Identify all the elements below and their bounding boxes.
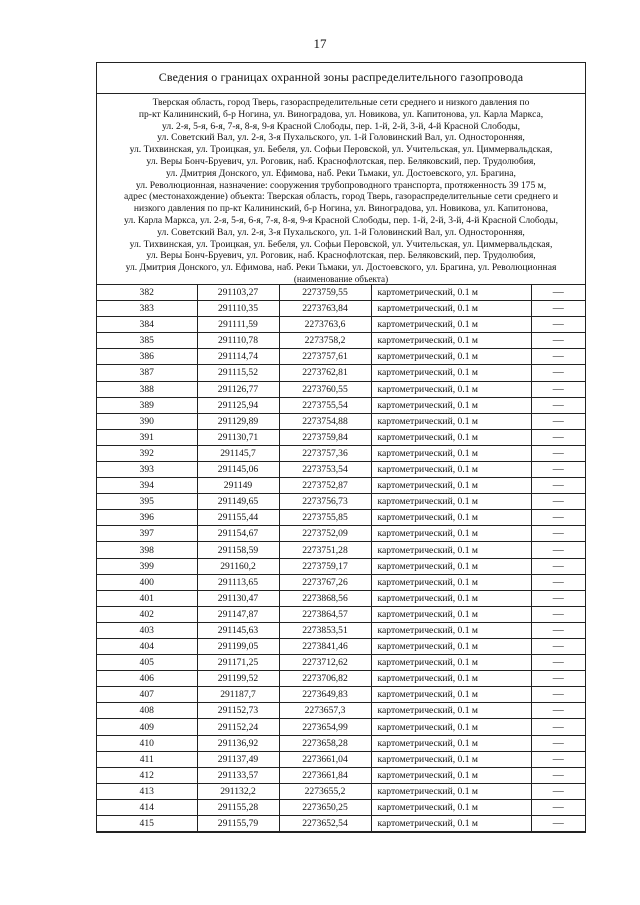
accuracy-dash-cell: —	[531, 622, 585, 638]
method-cell: картометрический, 0.1 м	[371, 590, 531, 606]
table-row	[97, 381, 585, 397]
method-cell: картометрический, 0.1 м	[371, 622, 531, 638]
y-coordinate-cell: 2273762,81	[279, 365, 371, 381]
description-line: ул. Тихвинская, ул. Троицкая, ул. Бебеля, ул. Софьи Перовской, ул. Учительская, ул. Циммервальдская,	[129, 144, 553, 156]
accuracy-dash-cell: —	[531, 413, 585, 429]
y-coordinate-cell: 2273652,54	[279, 816, 371, 832]
description-line: адрес (местонахождение) объекта: Тверская область, город Тверь, газораспределительные сети среднего и	[124, 191, 558, 203]
x-coordinate-cell: 291136,92	[197, 735, 279, 751]
method-cell: картометрический, 0.1 м	[371, 783, 531, 799]
accuracy-dash-cell: —	[531, 333, 585, 349]
table-row	[97, 574, 585, 590]
table-row	[97, 703, 585, 719]
accuracy-dash-cell: —	[531, 655, 585, 671]
table-row	[97, 301, 585, 317]
table-row	[97, 622, 585, 638]
method-cell: картометрический, 0.1 м	[371, 687, 531, 703]
method-cell: картометрический, 0.1 м	[371, 542, 531, 558]
accuracy-dash-cell: —	[531, 365, 585, 381]
y-coordinate-cell: 2273864,57	[279, 606, 371, 622]
y-coordinate-cell: 2273759,55	[279, 285, 371, 301]
table-row	[97, 542, 585, 558]
y-coordinate-cell: 2273751,28	[279, 542, 371, 558]
point-number-cell: 411	[97, 751, 197, 767]
point-number-cell: 382	[97, 285, 197, 301]
method-cell: картометрический, 0.1 м	[371, 526, 531, 542]
y-coordinate-cell: 2273657,3	[279, 703, 371, 719]
table-row	[97, 735, 585, 751]
x-coordinate-cell: 291126,77	[197, 381, 279, 397]
table-row	[97, 655, 585, 671]
method-cell: картометрический, 0.1 м	[371, 365, 531, 381]
y-coordinate-cell: 2273755,54	[279, 397, 371, 413]
point-number-cell: 412	[97, 767, 197, 783]
y-coordinate-cell: 2273654,99	[279, 719, 371, 735]
method-cell: картометрический, 0.1 м	[371, 816, 531, 832]
method-cell: картометрический, 0.1 м	[371, 574, 531, 590]
point-number-cell: 395	[97, 494, 197, 510]
table-row	[97, 349, 585, 365]
accuracy-dash-cell: —	[531, 751, 585, 767]
table-row	[97, 429, 585, 445]
y-coordinate-cell: 2273712,62	[279, 655, 371, 671]
method-cell: картометрический, 0.1 м	[371, 349, 531, 365]
table-row	[97, 639, 585, 655]
object-description	[97, 94, 585, 285]
method-cell: картометрический, 0.1 м	[371, 333, 531, 349]
x-coordinate-cell: 291110,35	[197, 301, 279, 317]
method-cell: картометрический, 0.1 м	[371, 655, 531, 671]
method-cell: картометрический, 0.1 м	[371, 719, 531, 735]
description-line: ул. Дмитрия Донского, ул. Ефимова, наб. Реки Тьмаки, ул. Достоевского, ул. Брагина,	[166, 167, 516, 179]
method-cell: картометрический, 0.1 м	[371, 767, 531, 783]
description-line: ул. Карла Маркса, ул. 2-я, 5-я, 6-я, 7-я, 8-я, 9-я Красной Слободы, пер. 1-й, 2-й, 3-й, 4-й Красной Слободы,	[123, 214, 559, 226]
x-coordinate-cell: 291132,2	[197, 783, 279, 799]
x-coordinate-cell: 291133,57	[197, 767, 279, 783]
method-cell: картометрический, 0.1 м	[371, 606, 531, 622]
accuracy-dash-cell: —	[531, 349, 585, 365]
point-number-cell: 384	[97, 317, 197, 333]
y-coordinate-cell: 2273752,09	[279, 526, 371, 542]
table-row	[97, 445, 585, 461]
accuracy-dash-cell: —	[531, 526, 585, 542]
accuracy-dash-cell: —	[531, 478, 585, 494]
point-number-cell: 405	[97, 655, 197, 671]
y-coordinate-cell: 2273760,55	[279, 381, 371, 397]
x-coordinate-cell: 291129,89	[197, 413, 279, 429]
accuracy-dash-cell: —	[531, 799, 585, 815]
method-cell: картометрический, 0.1 м	[371, 799, 531, 815]
table-row	[97, 478, 585, 494]
accuracy-dash-cell: —	[531, 639, 585, 655]
y-coordinate-cell: 2273759,17	[279, 558, 371, 574]
x-coordinate-cell: 291152,24	[197, 719, 279, 735]
description-line: ул. Дмитрия Донского, ул. Ефимова, наб. Реки Тьмаки, ул. Достоевского, ул. Брагина, ул. Революционная	[125, 262, 557, 274]
x-coordinate-cell: 291199,05	[197, 639, 279, 655]
x-coordinate-cell: 291199,52	[197, 671, 279, 687]
y-coordinate-cell: 2273649,83	[279, 687, 371, 703]
method-cell: картометрический, 0.1 м	[371, 751, 531, 767]
point-number-cell: 385	[97, 333, 197, 349]
table-row	[97, 285, 585, 301]
method-cell: картометрический, 0.1 м	[371, 461, 531, 477]
accuracy-dash-cell: —	[531, 542, 585, 558]
accuracy-dash-cell: —	[531, 397, 585, 413]
table-row	[97, 413, 585, 429]
x-coordinate-cell: 291145,7	[197, 445, 279, 461]
y-coordinate-cell: 2273767,26	[279, 574, 371, 590]
accuracy-dash-cell: —	[531, 494, 585, 510]
table-row	[97, 333, 585, 349]
accuracy-dash-cell: —	[531, 783, 585, 799]
description-line: пр-кт Калининский, б-р Ногина, ул. Виноградова, ул. Новикова, ул. Капитонова, ул. Карла Маркса,	[138, 108, 544, 120]
method-cell: картометрический, 0.1 м	[371, 639, 531, 655]
accuracy-dash-cell: —	[531, 445, 585, 461]
document-title: Сведения о границах охранной зоны распределительного газопровода	[97, 63, 585, 94]
point-number-cell: 406	[97, 671, 197, 687]
description-line: ул. Веры Бонч-Бруевич, ул. Роговик, наб. Краснофлотская, пер. Беляковский, пер. Трудолюбия,	[146, 250, 536, 262]
x-coordinate-cell: 291152,73	[197, 703, 279, 719]
x-coordinate-cell: 291155,28	[197, 799, 279, 815]
accuracy-dash-cell: —	[531, 510, 585, 526]
object-name-caption: (наименование объекта)	[293, 273, 389, 284]
description-line: ул. Советский Вал, ул. 2-я, 3-я Пухальского, ул. 1-й Головинский Вал, ул. Односторонняя,	[157, 132, 525, 144]
y-coordinate-cell: 2273763,84	[279, 301, 371, 317]
point-number-cell: 414	[97, 799, 197, 815]
y-coordinate-cell: 2273650,25	[279, 799, 371, 815]
accuracy-dash-cell: —	[531, 735, 585, 751]
table-row	[97, 494, 585, 510]
point-number-cell: 392	[97, 445, 197, 461]
accuracy-dash-cell: —	[531, 381, 585, 397]
table-row	[97, 671, 585, 687]
method-cell: картометрический, 0.1 м	[371, 703, 531, 719]
accuracy-dash-cell: —	[531, 429, 585, 445]
accuracy-dash-cell: —	[531, 816, 585, 832]
table-row	[97, 590, 585, 606]
x-coordinate-cell: 291111,59	[197, 317, 279, 333]
table-row	[97, 558, 585, 574]
x-coordinate-cell: 291110,78	[197, 333, 279, 349]
accuracy-dash-cell: —	[531, 461, 585, 477]
x-coordinate-cell: 291160,2	[197, 558, 279, 574]
point-number-cell: 386	[97, 349, 197, 365]
table-row	[97, 799, 585, 815]
y-coordinate-cell: 2273853,51	[279, 622, 371, 638]
table-row	[97, 461, 585, 477]
point-number-cell: 404	[97, 639, 197, 655]
x-coordinate-cell: 291114,74	[197, 349, 279, 365]
method-cell: картометрический, 0.1 м	[371, 413, 531, 429]
point-number-cell: 398	[97, 542, 197, 558]
x-coordinate-cell: 291130,47	[197, 590, 279, 606]
description-line: низкого давления по пр-кт Калининский, б-р Ногина, ул. Виноградова, ул. Новикова, ул. Капитонова,	[133, 203, 549, 215]
method-cell: картометрический, 0.1 м	[371, 494, 531, 510]
point-number-cell: 390	[97, 413, 197, 429]
table-row	[97, 397, 585, 413]
point-number-cell: 402	[97, 606, 197, 622]
coordinates-table	[97, 285, 585, 832]
x-coordinate-cell: 291145,63	[197, 622, 279, 638]
y-coordinate-cell: 2273755,85	[279, 510, 371, 526]
point-number-cell: 383	[97, 301, 197, 317]
point-number-cell: 407	[97, 687, 197, 703]
y-coordinate-cell: 2273661,84	[279, 767, 371, 783]
point-number-cell: 400	[97, 574, 197, 590]
y-coordinate-cell: 2273756,73	[279, 494, 371, 510]
accuracy-dash-cell: —	[531, 317, 585, 333]
x-coordinate-cell: 291125,94	[197, 397, 279, 413]
point-number-cell: 403	[97, 622, 197, 638]
description-line: ул. Революционная, назначение: сооружения трубопроводного транспорта, протяженность 39 175 м,	[135, 179, 547, 191]
x-coordinate-cell: 291171,25	[197, 655, 279, 671]
table-row	[97, 767, 585, 783]
point-number-cell: 410	[97, 735, 197, 751]
y-coordinate-cell: 2273661,04	[279, 751, 371, 767]
description-line: Тверская область, город Тверь, газораспределительные сети среднего и низкого давления по	[152, 97, 530, 108]
table-row	[97, 719, 585, 735]
method-cell: картометрический, 0.1 м	[371, 735, 531, 751]
method-cell: картометрический, 0.1 м	[371, 671, 531, 687]
point-number-cell: 393	[97, 461, 197, 477]
method-cell: картометрический, 0.1 м	[371, 510, 531, 526]
accuracy-dash-cell: —	[531, 703, 585, 719]
page-number: 17	[313, 36, 327, 51]
point-number-cell: 397	[97, 526, 197, 542]
y-coordinate-cell: 2273757,36	[279, 445, 371, 461]
accuracy-dash-cell: —	[531, 590, 585, 606]
accuracy-dash-cell: —	[531, 719, 585, 735]
method-cell: картометрический, 0.1 м	[371, 301, 531, 317]
table-row	[97, 526, 585, 542]
table-row	[97, 365, 585, 381]
y-coordinate-cell: 2273754,88	[279, 413, 371, 429]
x-coordinate-cell: 291113,65	[197, 574, 279, 590]
point-number-cell: 409	[97, 719, 197, 735]
x-coordinate-cell: 291155,44	[197, 510, 279, 526]
x-coordinate-cell: 291145,06	[197, 461, 279, 477]
point-number-cell: 399	[97, 558, 197, 574]
point-number-cell: 415	[97, 816, 197, 832]
y-coordinate-cell: 2273757,61	[279, 349, 371, 365]
accuracy-dash-cell: —	[531, 301, 585, 317]
point-number-cell: 391	[97, 429, 197, 445]
point-number-cell: 388	[97, 381, 197, 397]
description-line: ул. Советский Вал, ул. 2-я, 3-я Пухальского, ул. 1-й Головинский Вал, ул. Односторонняя,	[157, 226, 525, 238]
accuracy-dash-cell: —	[531, 606, 585, 622]
accuracy-dash-cell: —	[531, 558, 585, 574]
x-coordinate-cell: 291130,71	[197, 429, 279, 445]
method-cell: картометрический, 0.1 м	[371, 429, 531, 445]
y-coordinate-cell: 2273752,87	[279, 478, 371, 494]
y-coordinate-cell: 2273759,84	[279, 429, 371, 445]
y-coordinate-cell: 2273841,46	[279, 639, 371, 655]
y-coordinate-cell: 2273758,2	[279, 333, 371, 349]
point-number-cell: 387	[97, 365, 197, 381]
x-coordinate-cell: 291155,79	[197, 816, 279, 832]
method-cell: картометрический, 0.1 м	[371, 317, 531, 333]
method-cell: картометрический, 0.1 м	[371, 381, 531, 397]
accuracy-dash-cell: —	[531, 767, 585, 783]
x-coordinate-cell: 291149,65	[197, 494, 279, 510]
x-coordinate-cell: 291137,49	[197, 751, 279, 767]
x-coordinate-cell: 291149	[197, 478, 279, 494]
x-coordinate-cell: 291187,7	[197, 687, 279, 703]
table-row	[97, 510, 585, 526]
table-row	[97, 606, 585, 622]
point-number-cell: 408	[97, 703, 197, 719]
point-number-cell: 389	[97, 397, 197, 413]
description-line: ул. Веры Бонч-Бруевич, ул. Роговик, наб. Краснофлотская, пер. Беляковский, пер. Трудолюбия,	[146, 155, 536, 167]
y-coordinate-cell: 2273763,6	[279, 317, 371, 333]
y-coordinate-cell: 2273655,2	[279, 783, 371, 799]
method-cell: картометрический, 0.1 м	[371, 558, 531, 574]
accuracy-dash-cell: —	[531, 574, 585, 590]
y-coordinate-cell: 2273868,56	[279, 590, 371, 606]
y-coordinate-cell: 2273658,28	[279, 735, 371, 751]
table-row	[97, 816, 585, 832]
table-row	[97, 317, 585, 333]
x-coordinate-cell: 291158,59	[197, 542, 279, 558]
description-line: ул. Тихвинская, ул. Троицкая, ул. Бебеля, ул. Софьи Перовской, ул. Учительская, ул. Циммервальдская,	[129, 238, 553, 250]
x-coordinate-cell: 291103,27	[197, 285, 279, 301]
accuracy-dash-cell: —	[531, 285, 585, 301]
table-row	[97, 751, 585, 767]
method-cell: картометрический, 0.1 м	[371, 397, 531, 413]
table-row	[97, 783, 585, 799]
y-coordinate-cell: 2273706,82	[279, 671, 371, 687]
point-number-cell: 413	[97, 783, 197, 799]
x-coordinate-cell: 291154,67	[197, 526, 279, 542]
description-line: ул. 2-я, 5-я, 6-я, 7-я, 8-я, 9-я Красной Слободы, пер. 1-й, 2-й, 3-й, 4-й Красной Слободы,	[161, 120, 521, 132]
x-coordinate-cell: 291147,87	[197, 606, 279, 622]
x-coordinate-cell: 291115,52	[197, 365, 279, 381]
point-number-cell: 401	[97, 590, 197, 606]
y-coordinate-cell: 2273753,54	[279, 461, 371, 477]
method-cell: картометрический, 0.1 м	[371, 285, 531, 301]
table-row	[97, 687, 585, 703]
point-number-cell: 394	[97, 478, 197, 494]
gas-pipeline-zone-sheet	[96, 62, 586, 833]
accuracy-dash-cell: —	[531, 687, 585, 703]
method-cell: картометрический, 0.1 м	[371, 445, 531, 461]
method-cell: картометрический, 0.1 м	[371, 478, 531, 494]
accuracy-dash-cell: —	[531, 671, 585, 687]
point-number-cell: 396	[97, 510, 197, 526]
